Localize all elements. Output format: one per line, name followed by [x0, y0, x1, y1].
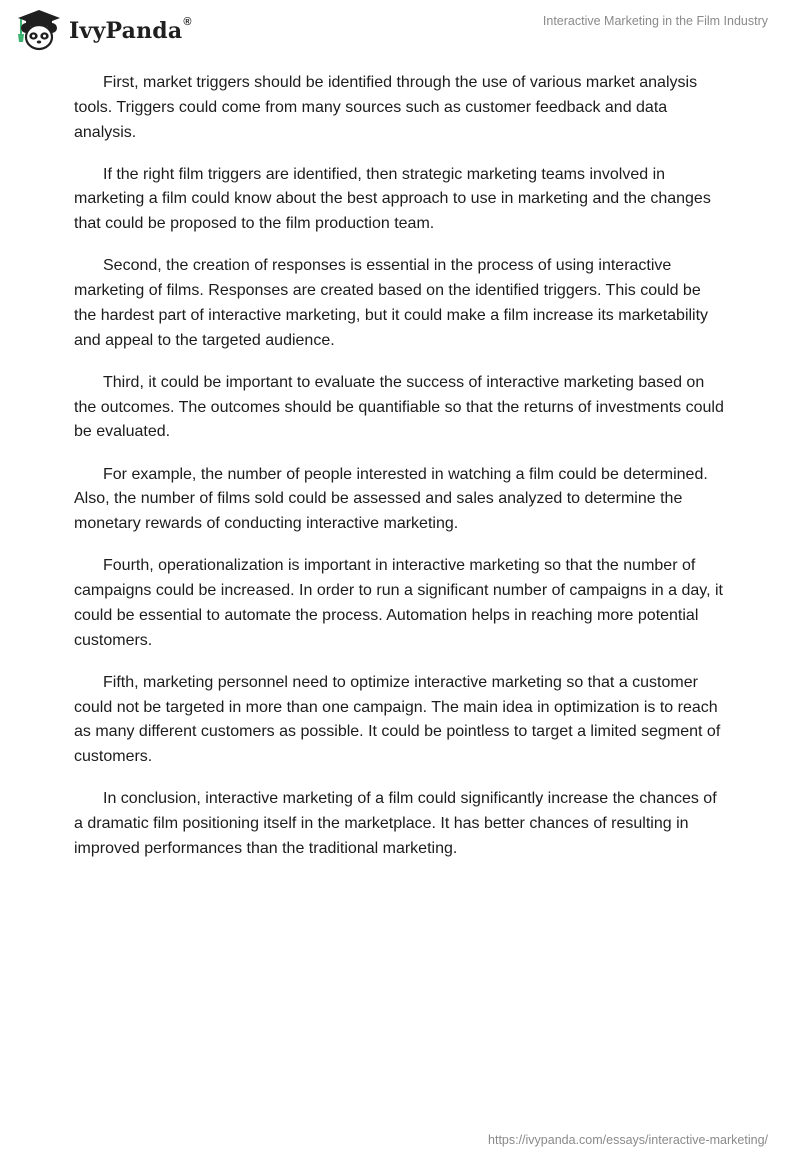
- paragraph: Fifth, marketing personnel need to optimize interactive marketing so that a customer could not be targeted in more than one campaign. The main idea in optimization is to reach as many different customers as possible. It could be pointless to target a limited segment of customers.: [74, 673, 721, 766]
- paragraph: Third, it could be important to evaluate the success of interactive marketing based on the outcomes. The outcomes should be quantifiable so that the returns of investments could be evaluated.: [74, 373, 724, 441]
- essay-body: [74, 71, 726, 879]
- paragraph: Second, the creation of responses is essential in the process of using interactive marketing of films. Responses are created based on the identified triggers. This could be the hardest part of interactive marketing, but it could make a film increase its marketability and appeal to the targeted audience.: [74, 257, 709, 349]
- document-title: Interactive Marketing in the Film Industry: [542, 14, 768, 28]
- paragraph: If the right film triggers are identified, then strategic marketing teams involved in marketing a film could know about the best approach to use in marketing and the changes that could be proposed to the film production team.: [74, 165, 711, 233]
- brand-name: IvyPanda®: [69, 16, 192, 44]
- page-header: [0, 0, 800, 60]
- panda-graduate-icon: [15, 8, 63, 52]
- registered-mark: ®: [183, 16, 192, 28]
- paragraph: In conclusion, interactive marketing of a film could significantly increase the chances of a dramatic film positioning itself in the marketplace. It has better chances of resulting in improved performances than the traditional marketing.: [74, 790, 717, 857]
- paragraph: First, market triggers should be identified through the use of various market analysis tools. Triggers could come from many sources such as customer feedback and data analysis.: [74, 74, 698, 141]
- source-url-link[interactable]: https://ivypanda.com/essays/interactive-marketing/: [488, 1133, 768, 1147]
- paragraph: For example, the number of people interested in watching a film could be determined. Also, the number of films sold could be assessed and sales analyzed to determine the monetary rewards of conducting interactive marketing.: [74, 465, 708, 533]
- paragraph: Fourth, operationalization is important in interactive marketing so that the number of campaigns could be increased. In order to run a significant number of campaigns in a day, it could be essential to automate the process. Automation helps in reaching more potential customers.: [74, 557, 723, 649]
- brand-logo[interactable]: [15, 8, 192, 52]
